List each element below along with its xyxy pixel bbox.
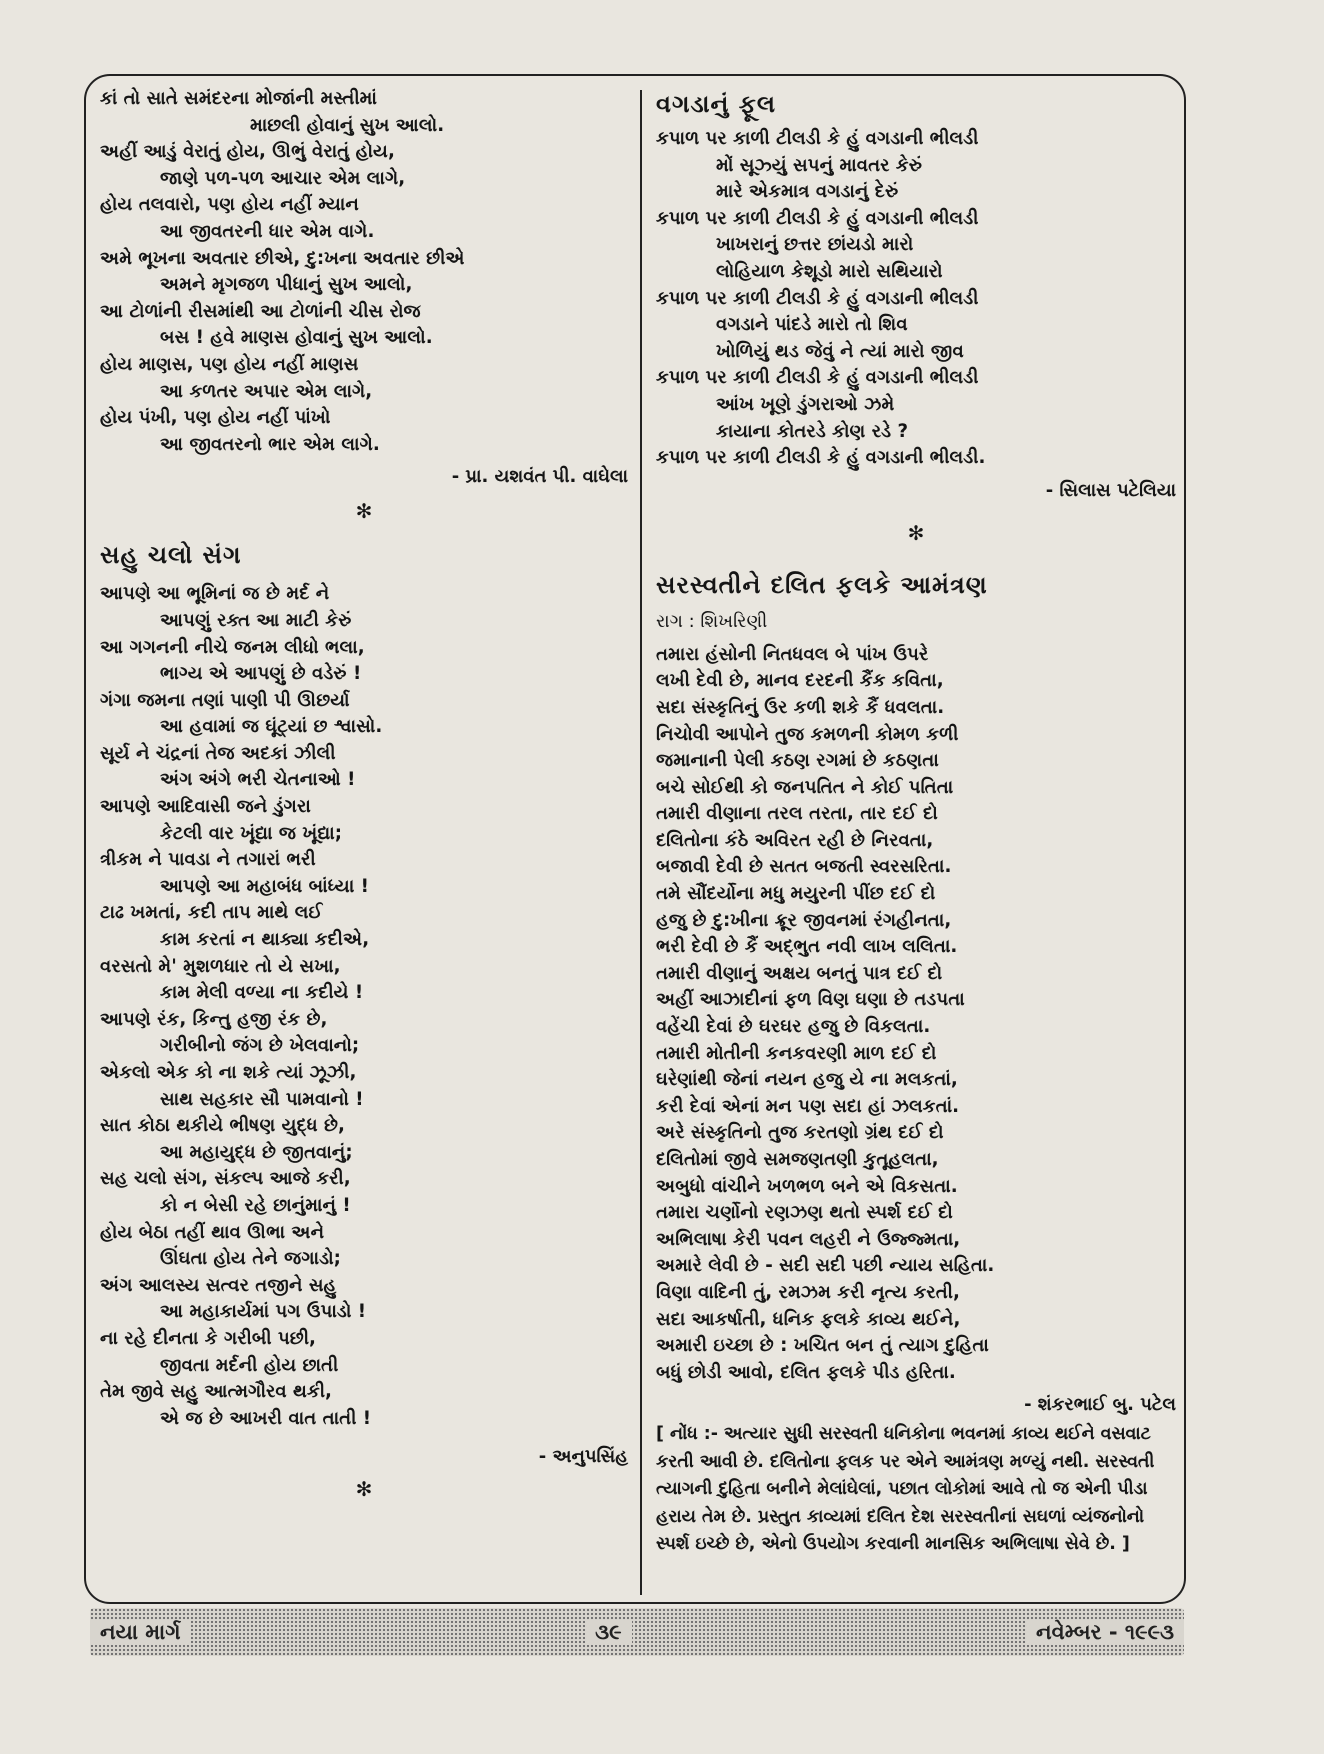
poem-line: આ જીવતરનો ભાર એમ લાગે. [160, 433, 380, 455]
poem-line: ગંગા જમના તણાં પાણી પી ઊછર્યા [100, 689, 350, 711]
poem-line: આપણે આ ભૂમિનાં જ છે મર્દ ને [100, 583, 330, 605]
poem-line: હોય માણસ, પણ હોય નહીં માણસ [100, 353, 359, 375]
poem-line: કપાળ પર કાળી ટીલડી કે હું વગડાની ભીલડી [656, 367, 979, 389]
poem-line: કેટલી વાર ખૂંદ્યા જ ખૂંદ્યા; [160, 822, 342, 844]
poem-line: કો ન બેસી રહે છાનુંમાનું ! [160, 1194, 351, 1216]
poem-line: ભરી દેવી છે કૈં અદ્ભુત નવી લાખ લલિતા. [656, 936, 958, 958]
poem-line: અંગ અંગે ભરી ચેતનાઓ ! [160, 769, 356, 791]
poem-line: ખોળિયું થડ જેવું ને ત્યાં મારો જીવ [716, 340, 964, 362]
poem-line: વગડાને પાંદડે મારો તો શિવ [716, 314, 908, 336]
poem-author: - સિલાસ પટેલિયા [1045, 479, 1176, 501]
top-poem-author: - પ્રા. યશવંત પી. વાઘેલા [451, 466, 628, 488]
poem-line: આપણે આદિવાસી જને ડુંગરા [100, 796, 311, 818]
poem-line: કાયાના કોતરડે કોણ રડે ? [716, 420, 908, 442]
poem-line: બજાવી દેવી છે સતત બજતી સ્વરસરિતા. [656, 856, 952, 878]
poem-line: તમારી વીણાના તરલ તરતા, તાર દઈ દો [656, 803, 938, 825]
poem-line: ગરીબીનો જંગ છે ખેલવાનો; [160, 1035, 360, 1057]
poem-line: તમારા હંસોની નિતધવલ બે પાંખ ઉપરે [656, 643, 929, 665]
poem-line: ઊંઘતા હોય તેને જગાડો; [160, 1248, 341, 1270]
poem-line: કામ કરતાં ન થાક્યા કદીએ, [160, 929, 370, 951]
poem-line: જીવતા મર્દની હોય છાતી [160, 1354, 339, 1376]
poem-line: અહીં આડું વેરાતું હોય, ઊભું વેરાતું હોય, [100, 141, 395, 163]
issue-date: નવેમ્બર - ૧૯૯૩ [1026, 1620, 1184, 1645]
poem-line: એ જ છે આખરી વાત તાતી ! [160, 1407, 372, 1429]
poem-lines [100, 581, 628, 1432]
poem-line: આપણું રક્ત આ માટી કેરું [160, 609, 352, 631]
poem-line: કપાળ પર કાળી ટીલડી કે હું વગડાની ભીલડી [656, 287, 979, 309]
poem-line: આંખ ખૂણે ડુંગરાઓ ઝમે [716, 393, 895, 415]
poem-line: આપણે રંક, કિન્તુ હજી રંક છે, [100, 1008, 328, 1030]
poem-author: - શંકરભાઈ બુ. પટેલ [1024, 1394, 1176, 1416]
poem-line: માછલી હોવાનું સુખ આલો. [250, 114, 445, 136]
poem-line: આ ટોળાંની રીસમાંથી આ ટોળાંની ચીસ રોજ [100, 300, 421, 322]
poem-line: કપાળ પર કાળી ટીલડી કે હું વગડાની ભીલડી [656, 207, 979, 229]
poem-line: અરે સંસ્કૃતિનો તુજ કરતણો ગ્રંથ દઈ દો [656, 1122, 944, 1144]
poem-line: જાણે પળ-પળ આચાર એમ લાગે, [160, 167, 406, 189]
poem-line: અમને મૃગજળ પીધાનું સુખ આલો, [160, 274, 413, 296]
poem-line: સદા આકર્ષાતી, ધનિક ફલકે કાવ્ય થઈને, [656, 1308, 961, 1330]
poem-author: - અનુપસિંહ [538, 1446, 628, 1468]
poem-line: અમારે લેવી છે - સદી સદી પછી ન્યાય સહિતા. [656, 1255, 995, 1277]
poem-line: અંગ આલસ્ય સત્વર તજીને સહુ [100, 1274, 337, 1296]
poem-line: હોય બેઠા તહીં થાવ ઊભા અને [100, 1221, 325, 1243]
poem-line: અમારી ઇચ્છા છે : ખચિત બન તું ત્યાગ દુહિતા [656, 1335, 989, 1357]
poem-line: તમારા ચર્ણોનો રણઝણ થતો સ્પર્શ દઈ દો [656, 1202, 953, 1224]
separator-icon: ✻ [907, 520, 925, 545]
note-line: [ નોંધ :- અત્યાર સુધી સરસ્વતી ધનિકોના ભવનમાં કાવ્ય થઈને વસવાટ [656, 1424, 1151, 1445]
poem-line: આપણે આ મહાબંધ બાંધ્યા ! [160, 875, 369, 897]
top-poem-lines [100, 86, 628, 458]
note-line: હરાય તેમ છે. પ્રસ્તુત કાવ્યમાં દલિત દેશ સરસ્વતીનાં સઘળાં વ્યંજનોનો [656, 1506, 1145, 1527]
poem-note [656, 1421, 1176, 1559]
poem-line: કપાળ પર કાળી ટીલડી કે હું વગડાની ભીલડી. [656, 447, 986, 469]
poem-line: વહેંચી દેવાં છે ઘરઘર હજુ છે વિકલતા. [656, 1016, 931, 1038]
separator-icon: ✻ [355, 1477, 373, 1502]
poem-line: બધું છોડી આવો, દલિત ફલકે પીડ હરિતા. [656, 1361, 956, 1383]
poem-line: બચે સોઈથી કો જનપતિત ને કોઈ પતિતા [656, 776, 954, 798]
page-number: ૩૯ [585, 1620, 631, 1645]
poem-line: તમે સૌંદર્યોના મધુ મયુરની પીંછ દઈ દો [656, 883, 936, 905]
poem-line: આ હવામાં જ ઘૂંટ્યાં છ શ્વાસો. [160, 716, 383, 738]
poem-line: આ કળતર અપાર એમ લાગે, [160, 380, 373, 402]
poem-line: અભિલાષા કેરી પવન લહરી ને ઉજ્જ્મતા, [656, 1228, 961, 1250]
poem-line: નિચોવી આપોને તુજ કમળની કોમળ કળી [656, 723, 959, 745]
poem-line: ખાખરાનું છત્તર છાંયડો મારો [716, 234, 914, 256]
poem-line: હોય પંખી, પણ હોય નહીં પાંખો [100, 407, 331, 429]
poem-line: ત્રીકમ ને પાવડા ને તગારાં ભરી [100, 849, 316, 871]
poem-line: સાત કોઠા થકીયે ભીષણ યુદ્ધ છે, [100, 1115, 345, 1137]
poem-line: ભાગ્ય એ આપણું છે વડેરું ! [160, 663, 362, 685]
poem-line: મોં સૂઝ્યું સપનું માવતર કેરું [716, 154, 923, 176]
poem-line: તમારી મોતીની કનકવરણી માળ દઈ દો [656, 1042, 937, 1064]
right-column [656, 86, 1176, 1559]
poem-line: સદા સંસ્કૃતિનું ઉર કળી શકે કૈં ધવલતા. [656, 696, 945, 718]
poem-line: લખી દેવી છે, માનવ દરદની કૈંક કવિતા, [656, 670, 944, 692]
poem-line: હોય તલવારો, પણ હોય નહીં મ્યાન [100, 194, 359, 216]
poem-saraswati [656, 571, 1176, 1559]
poem-line: સાથ સહકાર સૌ પામવાનો ! [160, 1088, 364, 1110]
poem-line: આ મહાકાર્યમાં પગ ઉપાડો ! [160, 1301, 367, 1323]
poem-line: અહીં આઝાદીનાં ફળ વિણ ઘણા છે તડપતા [656, 989, 965, 1011]
poem-line: જમાનાની પેલી કઠણ રગમાં છે કઠણતા [656, 750, 939, 772]
poem-line: ટાઢ ખમતાં, કદી તાપ માથે લઈ [100, 902, 323, 924]
poem-sahu-chalo-sang [100, 541, 628, 1467]
poem-line: તમારી વીણાનું અક્ષય બનતું પાત્ર દઈ દો [656, 962, 943, 984]
poem-line: દલિતોમાં જીવે સમજણતણી કુતૂહલતા, [656, 1149, 939, 1170]
poem-line: તેમ જીવે સહુ આત્મગૌરવ થકી, [100, 1381, 332, 1403]
poem-title: સરસ્વતીને દલિત ફલકે આમંત્રણ [656, 570, 988, 599]
poem-line: બસ ! હવે માણસ હોવાનું સુખ આલો. [160, 327, 433, 349]
poem-line: સૂર્ય ને ચંદ્રનાં તેજ અદકાં ઝીલી [100, 742, 336, 764]
poem-line: દલિતોના કંઠે અવિરત રહી છે નિરવતા, [656, 829, 934, 851]
poem-line: હજુ છે દુ:ખીના ક્રૂર જીવનમાં રંગહીનતા, [656, 909, 952, 931]
top-poem [100, 86, 628, 487]
poem-line: વિણા વાદિની તું, રમઝમ કરી નૃત્ય કરતી, [656, 1281, 960, 1303]
raag-label: રાગ : શિખરિણી [656, 610, 768, 632]
poem-line: આ જીવતરની ધાર એમ વાગે. [160, 220, 375, 242]
poem-title: વગડાનું ફૂલ [656, 90, 777, 118]
poem-line: કાં તો સાતે સમંદરના મોજાંની મસ્તીમાં [100, 88, 377, 109]
note-line: કરતી આવી છે. દલિતોના ફલક પર એને આમંત્રણ મળ્યું નથી. સરસ્વતી [656, 1451, 1155, 1472]
poem-line: લોહિયાળ કેશૂડો મારો સથિયારો [716, 260, 943, 282]
note-line: સ્પર્શ ઇચ્છે છે, એનો ઉપયોગ કરવાની માનસિક અભિલાષા સેવે છે. ] [656, 1534, 1130, 1555]
note-line: ત્યાગની દુહિતા બનીને મેલાંઘેલાં, પછાત લોકોમાં આવે તો જ એની પીડા [656, 1479, 1148, 1500]
column-divider [640, 90, 642, 1595]
poem-line: મારે એકમાત્ર વગડાનું દેરું [716, 181, 899, 203]
poem-line: ઘરેણાંથી જેનાં નયન હજુ યે ના મલકતાં, [656, 1069, 958, 1091]
poem-lines [656, 642, 1176, 1387]
poem-title: સહુ ચલો સંગ [100, 541, 242, 570]
left-column [100, 86, 628, 1501]
magazine-name: નયા માર્ગ [90, 1620, 191, 1645]
poem-line: આ ગગનની નીચે જનમ લીધો ભલા, [100, 636, 365, 658]
poem-line: અમે ભૂખના અવતાર છીએ, દુ:ખના અવતાર છીએ [100, 247, 465, 269]
poem-line: અબુધો વાંચીને ખળભળ બને એ વિકસતા. [656, 1175, 958, 1197]
poem-line: કપાળ પર કાળી ટીલડી કે હું વગડાની ભીલડી [656, 128, 979, 149]
poem-line: કામ મેલી વળ્યા ના કદીયે ! [160, 982, 364, 1004]
page-footer [90, 1608, 1184, 1656]
poem-line: કરી દેવાં એનાં મન પણ સદા હાં ઝલકતાં. [656, 1095, 960, 1117]
poem-line: એકલો એક કો ના શકે ત્યાં ઝૂઝી, [100, 1062, 357, 1083]
separator-icon: ✻ [355, 499, 373, 524]
poem-line: ના રહે દીનતા કે ગરીબી પછી, [100, 1327, 316, 1349]
poem-line: સહ ચલો સંગ, સંકલ્પ આજે કરી, [100, 1168, 351, 1190]
poem-vagdanu-phool [656, 90, 1176, 501]
poem-line: વરસતો મે' મુશળધાર તો યે સખા, [100, 955, 341, 977]
poem-line: આ મહાયુદ્ધ છે જીતવાનું; [160, 1141, 353, 1163]
poem-lines [656, 126, 1176, 472]
